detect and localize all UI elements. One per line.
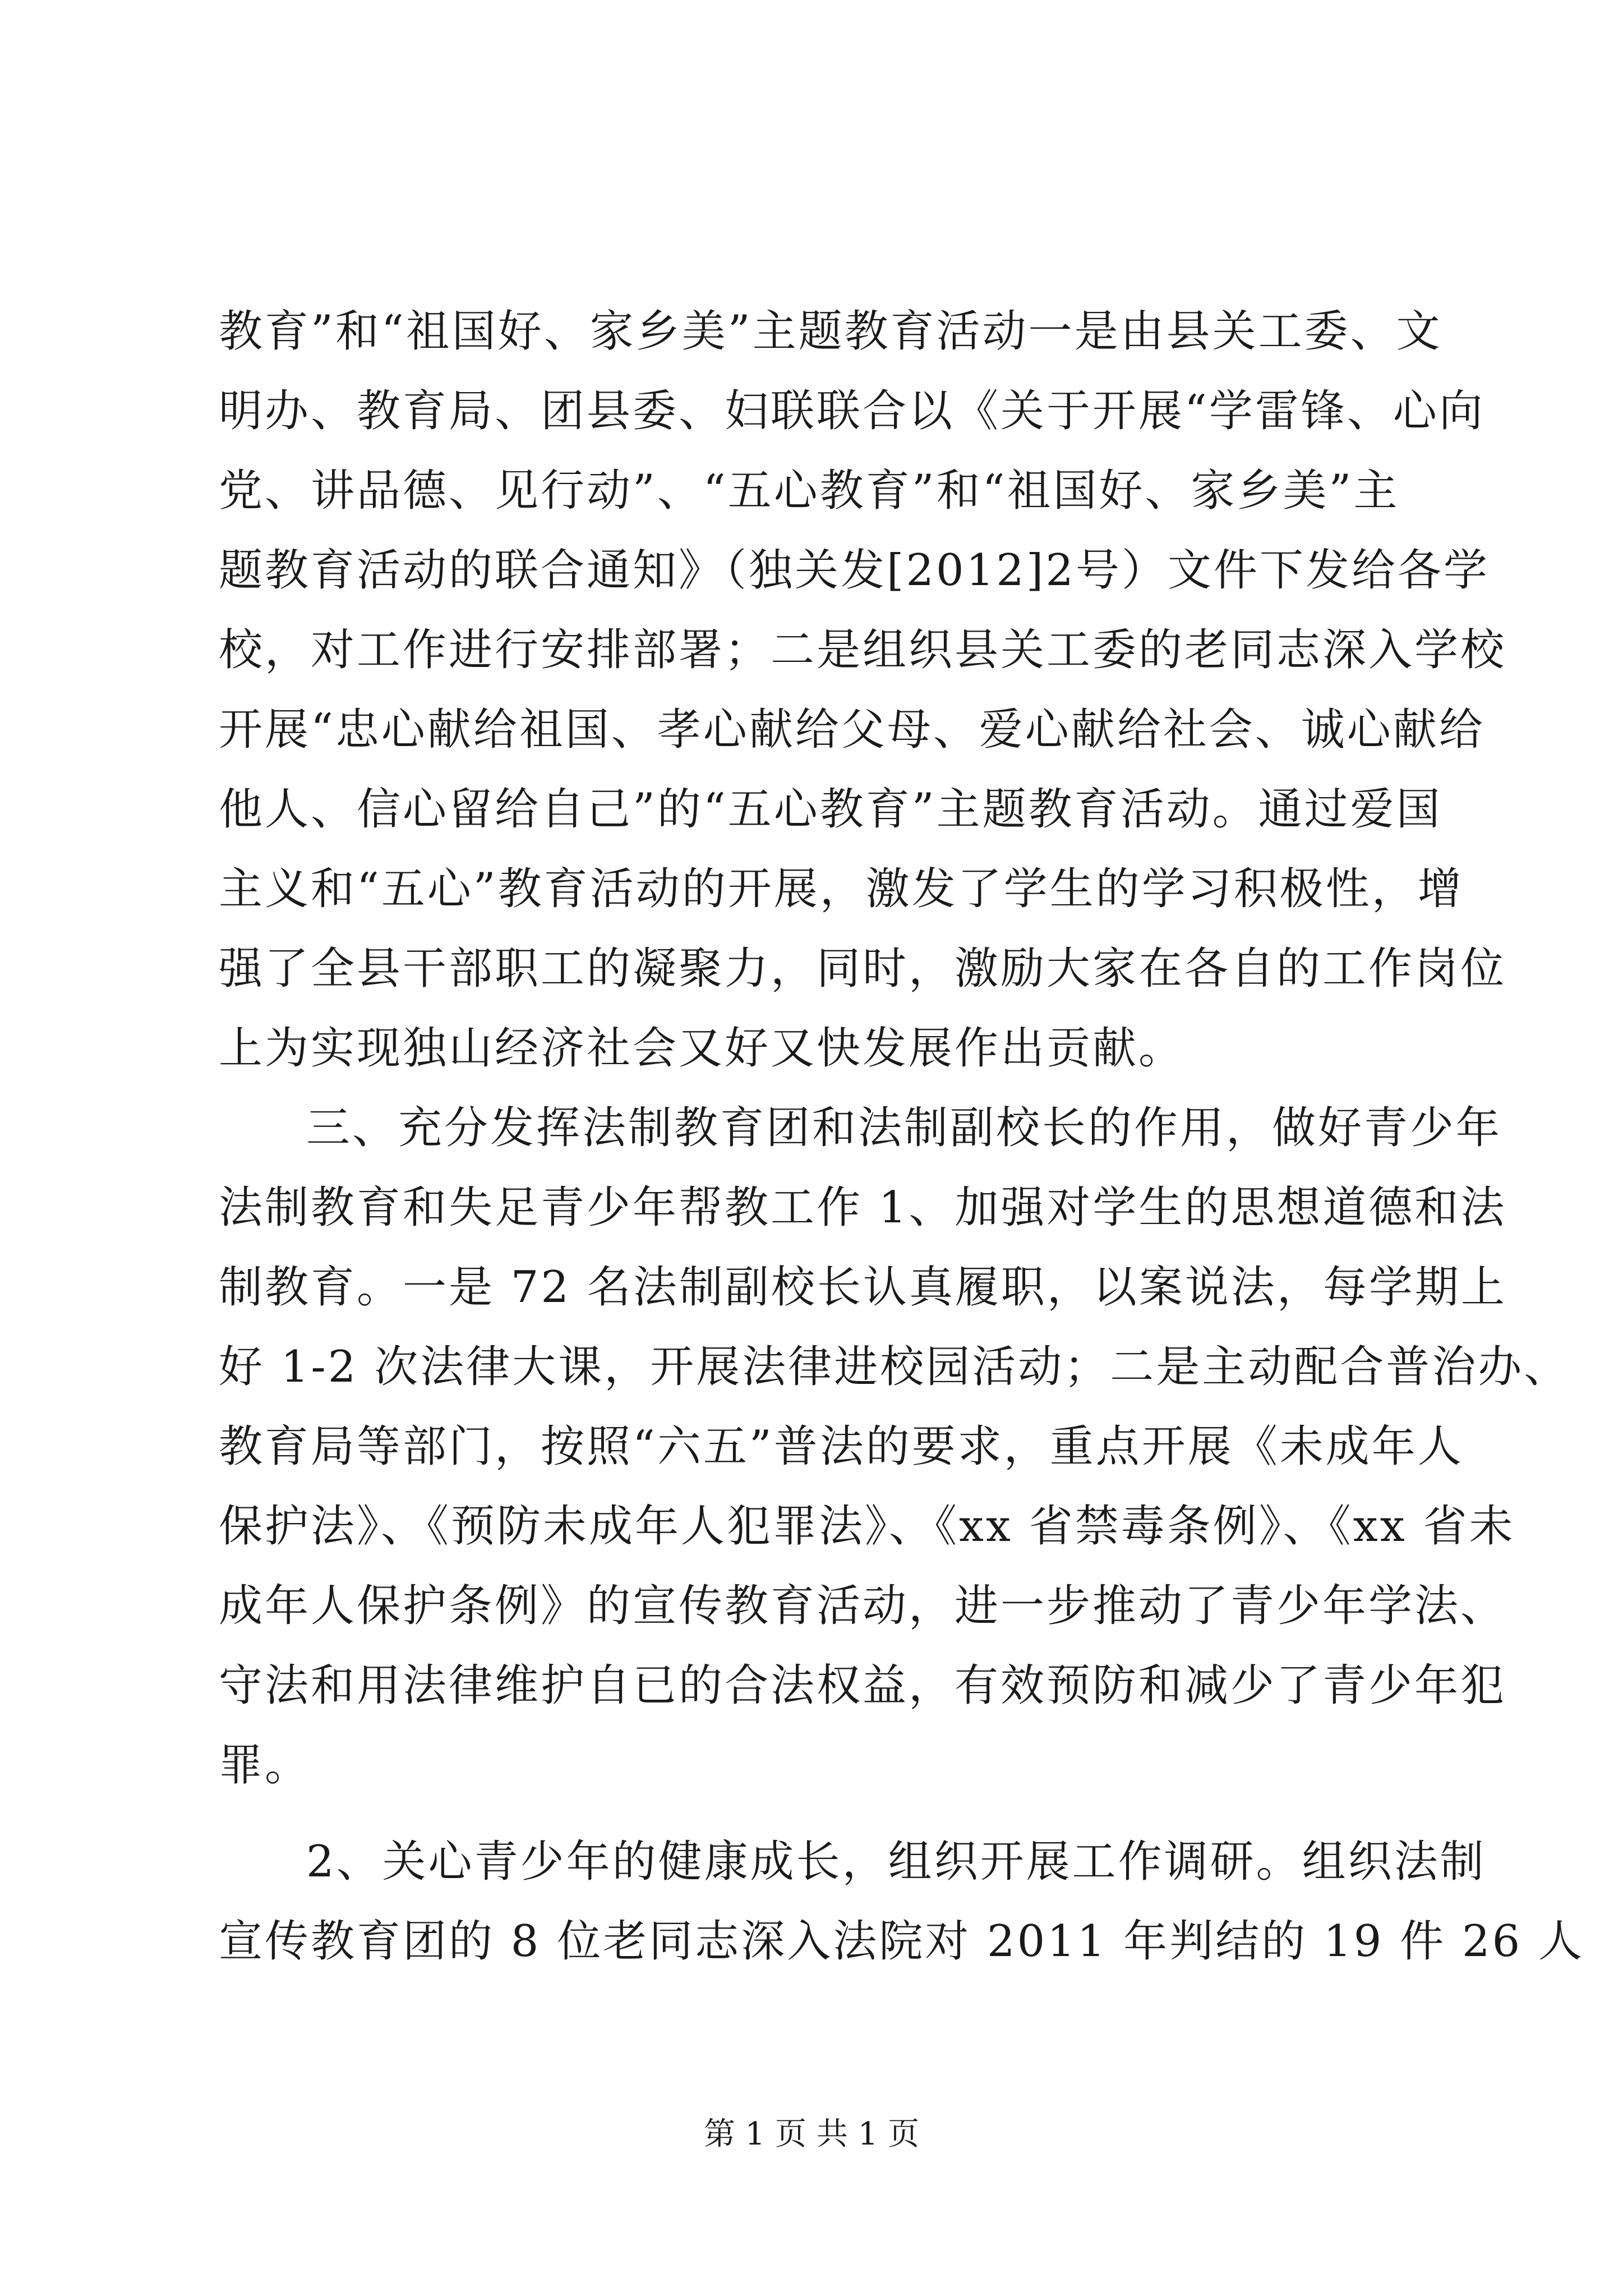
text-line: 他人、信心留给自己”的“五心教育”主题教育活动。通过爱国 — [219, 784, 1442, 835]
text-line: 教育局等部门，按照“六五”普法的要求，重点开展《未成年人 — [219, 1421, 1464, 1472]
text-line: 好 1-2 次法律大课，开展法律进校园活动；二是主动配合普治办、 — [219, 1342, 1570, 1392]
text-line: 上为实现独山经济社会又好又快发展作出贡献。 — [219, 1023, 1185, 1074]
text-line: 守法和用法律维护自已的合法权益，有效预防和减少了青少年犯 — [219, 1660, 1507, 1711]
text-line: 明办、教育局、团县委、妇联联合以《关于开展“学雷锋、心向 — [219, 386, 1485, 436]
text-line: 教育”和“祖国好、家乡美”主题教育活动一是由县关工委、文 — [219, 306, 1442, 357]
section-heading-line: 三、充分发挥法制教育团和法制副校长的作用，做好青少年 — [306, 1103, 1502, 1153]
text-line: 主义和“五心”教育活动的开展，激发了学生的学习积极性，增 — [219, 864, 1464, 914]
text-line: 党、讲品德、见行动”、“五心教育”和“祖国好、家乡美”主 — [219, 466, 1400, 516]
document-body — [219, 292, 1584, 1981]
text-line: 开展“忠心献给祖国、孝心献给父母、爱心献给社会、诚心献给 — [219, 705, 1485, 755]
text-line: 题教育活动的联合通知》（独关发[2012]2号）文件下发给各学 — [219, 545, 1490, 596]
text-line: 强了全县干部职工的凝聚力，同时，激励大家在各自的工作岗位 — [219, 944, 1507, 994]
paragraph-gap — [219, 1805, 1413, 1822]
page-footer: 第 1 页 共 1 页 — [703, 2116, 920, 2152]
text-line: 制教育。一是 72 名法制副校长认真履职，以案说法，每学期上 — [219, 1262, 1507, 1313]
text-line: 宣传教育团的 8 位老同志深入法院对 2011 年判结的 19 件 26 人 — [219, 1916, 1584, 1967]
text-line: 校，对工作进行安排部署；二是组织县关工委的老同志深入学校 — [219, 625, 1507, 675]
text-line: 罪。 — [219, 1740, 311, 1791]
text-line: 保护法》、《预防未成年人犯罪法》、《xx 省禁毒条例》、《xx 省未 — [219, 1501, 1515, 1552]
text-line: 成年人保护条例》的宣传教育活动，进一步推动了青少年学法、 — [219, 1581, 1507, 1631]
text-line: 法制教育和失足青少年帮教工作 1、加强对学生的思想道德和法 — [219, 1182, 1507, 1233]
paragraph-start-line: 2、关心青少年的健康成长，组织开展工作调研。组织法制 — [306, 1837, 1486, 1887]
